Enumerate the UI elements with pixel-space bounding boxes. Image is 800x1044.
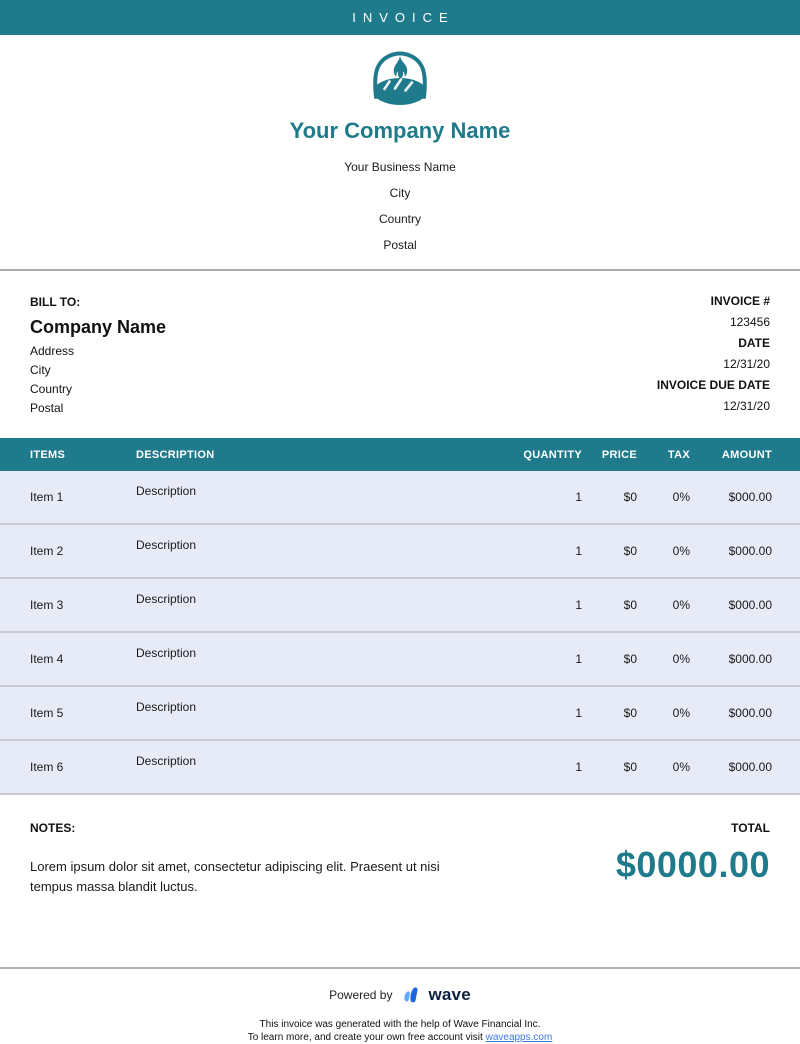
- column-header-amount: AMOUNT: [721, 448, 772, 461]
- items-table: [0, 438, 800, 795]
- total-value: $0000.00: [615, 844, 770, 885]
- powered-by-text: Powered by: [329, 988, 393, 1002]
- item-price: $0: [623, 490, 637, 504]
- item-quantity: 1: [575, 598, 582, 612]
- item-price: $0: [623, 544, 637, 558]
- item-amount: $000.00: [728, 706, 772, 720]
- company-country: Country: [378, 212, 422, 226]
- table-row: [0, 741, 800, 795]
- wave-logo-icon: [399, 986, 421, 1005]
- powered-by-row: [0, 985, 800, 1005]
- column-header-items: ITEMS: [30, 448, 66, 461]
- company-business-name: Your Business Name: [344, 160, 456, 174]
- item-description: Description: [136, 754, 197, 768]
- invoice-due-date-label: INVOICE DUE DATE: [656, 378, 770, 392]
- item-name: Item 2: [30, 544, 64, 558]
- table-row: [0, 471, 800, 525]
- item-tax: 0%: [672, 544, 690, 558]
- company-header: [0, 35, 800, 251]
- item-amount: $000.00: [728, 544, 772, 558]
- invoice-date-label: DATE: [738, 336, 770, 350]
- item-name: Item 1: [30, 490, 64, 504]
- table-row: [0, 579, 800, 633]
- invoice-number-value: 123456: [729, 315, 770, 329]
- invoice-banner: [0, 0, 800, 35]
- invoice-meta-block: [657, 295, 770, 414]
- item-tax: 0%: [672, 760, 690, 774]
- invoice-due-date-value: 12/31/20: [723, 399, 770, 413]
- item-tax: 0%: [672, 706, 690, 720]
- table-row: [0, 687, 800, 741]
- bill-to-block: [30, 295, 166, 414]
- item-price: $0: [623, 706, 637, 720]
- item-name: Item 4: [30, 652, 64, 666]
- waveapps-link[interactable]: waveapps.com: [485, 1032, 553, 1043]
- item-description: Description: [136, 484, 197, 498]
- notes-label: NOTES:: [30, 821, 76, 835]
- table-body: [0, 471, 800, 795]
- table-row: [0, 525, 800, 579]
- item-price: $0: [623, 598, 637, 612]
- company-postal: Postal: [383, 238, 417, 252]
- bill-to-city: City: [30, 363, 51, 377]
- item-quantity: 1: [575, 760, 582, 774]
- total-label: TOTAL: [731, 821, 770, 835]
- bill-to-country: Country: [30, 382, 73, 396]
- bill-to-company-name: Company Name: [30, 317, 167, 337]
- item-description: Description: [136, 538, 197, 552]
- bill-to-postal: Postal: [30, 401, 64, 415]
- footer-disclaimer: [0, 1018, 800, 1044]
- item-quantity: 1: [575, 652, 582, 666]
- column-header-quantity: QUANTITY: [523, 448, 582, 461]
- item-tax: 0%: [672, 652, 690, 666]
- column-header-tax: TAX: [667, 448, 690, 461]
- column-header-price: PRICE: [601, 448, 637, 461]
- item-description: Description: [136, 646, 197, 660]
- item-price: $0: [623, 760, 637, 774]
- table-row: [0, 633, 800, 687]
- company-city: City: [389, 186, 411, 200]
- item-tax: 0%: [672, 490, 690, 504]
- item-name: Item 3: [30, 598, 64, 612]
- footer-line2: To learn more, and create your own free account visit waveapps.com: [247, 1032, 553, 1043]
- footer-divider: [0, 967, 800, 969]
- item-amount: $000.00: [728, 598, 772, 612]
- invoice-number-label: INVOICE #: [710, 294, 770, 308]
- table-header-row: [0, 438, 800, 471]
- billing-section: [0, 271, 800, 414]
- item-amount: $000.00: [728, 760, 772, 774]
- invoice-banner-title: INVOICE: [352, 10, 455, 25]
- invoice-date-value: 12/31/20: [723, 357, 770, 371]
- wave-wordmark: wave: [428, 985, 471, 1004]
- item-amount: $000.00: [728, 652, 772, 666]
- bill-to-address: Address: [30, 344, 75, 358]
- notes-section: [0, 795, 800, 897]
- column-header-description: DESCRIPTION: [136, 448, 215, 461]
- item-price: $0: [623, 652, 637, 666]
- bakery-logo-icon: [360, 45, 440, 109]
- item-tax: 0%: [672, 598, 690, 612]
- item-description: Description: [136, 592, 197, 606]
- item-quantity: 1: [575, 490, 582, 504]
- item-amount: $000.00: [728, 490, 772, 504]
- item-quantity: 1: [575, 706, 582, 720]
- company-name: Your Company Name: [289, 118, 511, 143]
- notes-text: Lorem ipsum dolor sit amet, consectetur adipiscing elit. Praesent ut nisi tempus massa blandit luctus.: [30, 859, 440, 894]
- item-name: Item 5: [30, 706, 64, 720]
- item-name: Item 6: [30, 760, 64, 774]
- bill-to-label: BILL TO:: [30, 295, 81, 309]
- footer-line1: This invoice was generated with the help of Wave Financial Inc.: [259, 1019, 541, 1030]
- total-block: [616, 821, 770, 897]
- item-quantity: 1: [575, 544, 582, 558]
- notes-block: [30, 821, 475, 897]
- item-description: Description: [136, 700, 197, 714]
